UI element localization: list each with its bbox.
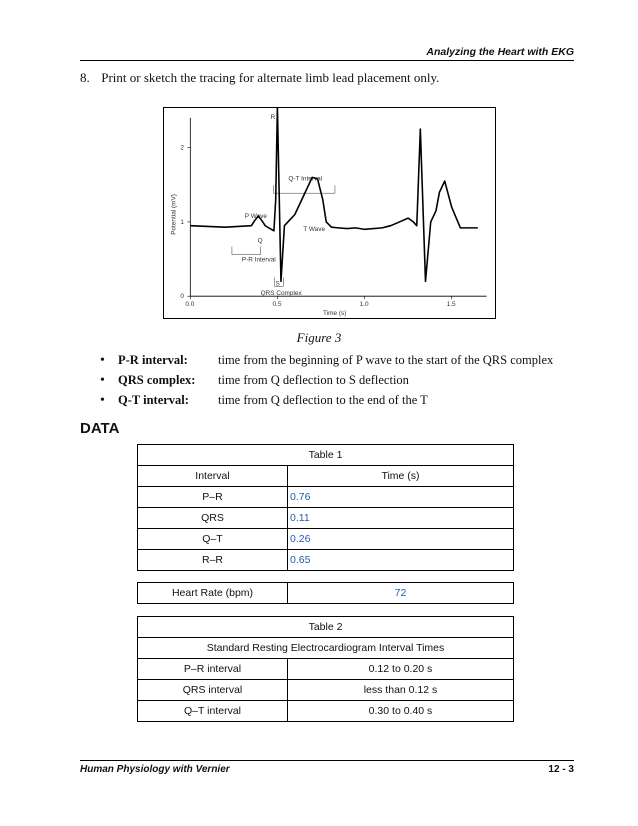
table-2-subtitle: Standard Resting Electrocardiogram Interval Times [138,638,514,659]
table-row [138,680,514,701]
table-row [138,550,514,571]
interval-cell: R–R [138,550,288,571]
interval-cell: QRS [138,508,288,529]
x-axis-label: Time (s) [323,310,347,318]
ekg-figure [163,107,496,319]
heart-rate-label: Heart Rate (bpm) [138,583,288,604]
table-2-title: Table 2 [138,617,514,638]
table-row [138,487,514,508]
time-cell: 0.30 to 0.40 s [288,701,514,722]
question-number: 8. [80,70,90,85]
table-2 [137,616,514,722]
interval-cell: Q–T interval [138,701,288,722]
section-title: DATA [80,420,120,437]
definition-qrs [100,370,553,390]
table-row [138,529,514,550]
x-tick-label: 1.5 [446,301,456,309]
y-tick-label: 1 [180,218,184,226]
table-row [138,701,514,722]
table-1-header [138,466,514,487]
heart-rate-input[interactable]: 72 [288,583,514,604]
t-wave-label: T Wave [303,225,326,233]
interval-cell: P–R interval [138,659,288,680]
definition-qt [100,390,553,410]
x-tick-label: 1.0 [359,301,369,309]
figure-caption: Figure 3 [296,330,342,345]
table-row [138,659,514,680]
y-tick-label: 2 [180,144,184,152]
time-input[interactable]: 0.11 [288,508,514,529]
x-tick-label: 0.5 [272,301,282,309]
interval-definitions [100,350,553,410]
question-8 [80,70,439,86]
table-1-title: Table 1 [138,445,514,466]
qrs-complex-label: QRS Complex [260,290,302,298]
footer-book-title: Human Physiology with Vernier [80,764,230,775]
definition-text: time from Q deflection to S deflection [218,373,409,387]
y-axis-label: Potential (mV) [170,194,178,235]
bullet-icon: • [100,373,105,388]
q-label: Q [257,237,263,245]
time-cell: 0.12 to 0.20 s [288,659,514,680]
table-1 [137,444,514,571]
x-tick-label: 0.0 [185,301,195,309]
time-input[interactable]: 0.26 [288,529,514,550]
col-header-time: Time (s) [288,466,514,487]
header-rule [80,60,574,61]
question-text: Print or sketch the tracing for alternate limb lead placement only. [101,70,440,85]
ekg-trace [190,108,477,281]
interval-cell: QRS interval [138,680,288,701]
definition-text: time from Q deflection to the end of the T [218,393,428,407]
qt-interval-label: Q-T Interval [288,175,323,183]
definition-term: Q-T interval: [118,393,189,407]
definition-term: P-R interval: [118,353,188,367]
page-number: 12 - 3 [548,764,574,775]
running-header: Analyzing the Heart with EKG [426,46,574,58]
interval-cell: Q–T [138,529,288,550]
interval-cell: P–R [138,487,288,508]
definition-pr [100,350,553,370]
table-row [138,583,514,604]
pr-interval-label: P-R Interval [241,256,276,264]
footer-rule [80,760,574,761]
time-cell: less than 0.12 s [288,680,514,701]
bullet-icon: • [100,393,105,408]
table-row [138,508,514,529]
definition-term: QRS complex: [118,373,196,387]
s-label: S [275,280,280,288]
time-input[interactable]: 0.65 [288,550,514,571]
pr-bracket [232,247,261,255]
y-tick-label: 0 [180,293,184,301]
ekg-chart [164,108,495,318]
bullet-icon: • [100,353,105,368]
definition-text: time from the beginning of P wave to the start of the QRS complex [218,353,554,367]
col-header-interval: Interval [138,466,288,487]
qt-bracket [274,185,335,193]
p-wave-label: P Wave [244,212,267,220]
time-input[interactable]: 0.76 [288,487,514,508]
r-label: R [270,113,276,121]
heart-rate-table [137,582,514,604]
